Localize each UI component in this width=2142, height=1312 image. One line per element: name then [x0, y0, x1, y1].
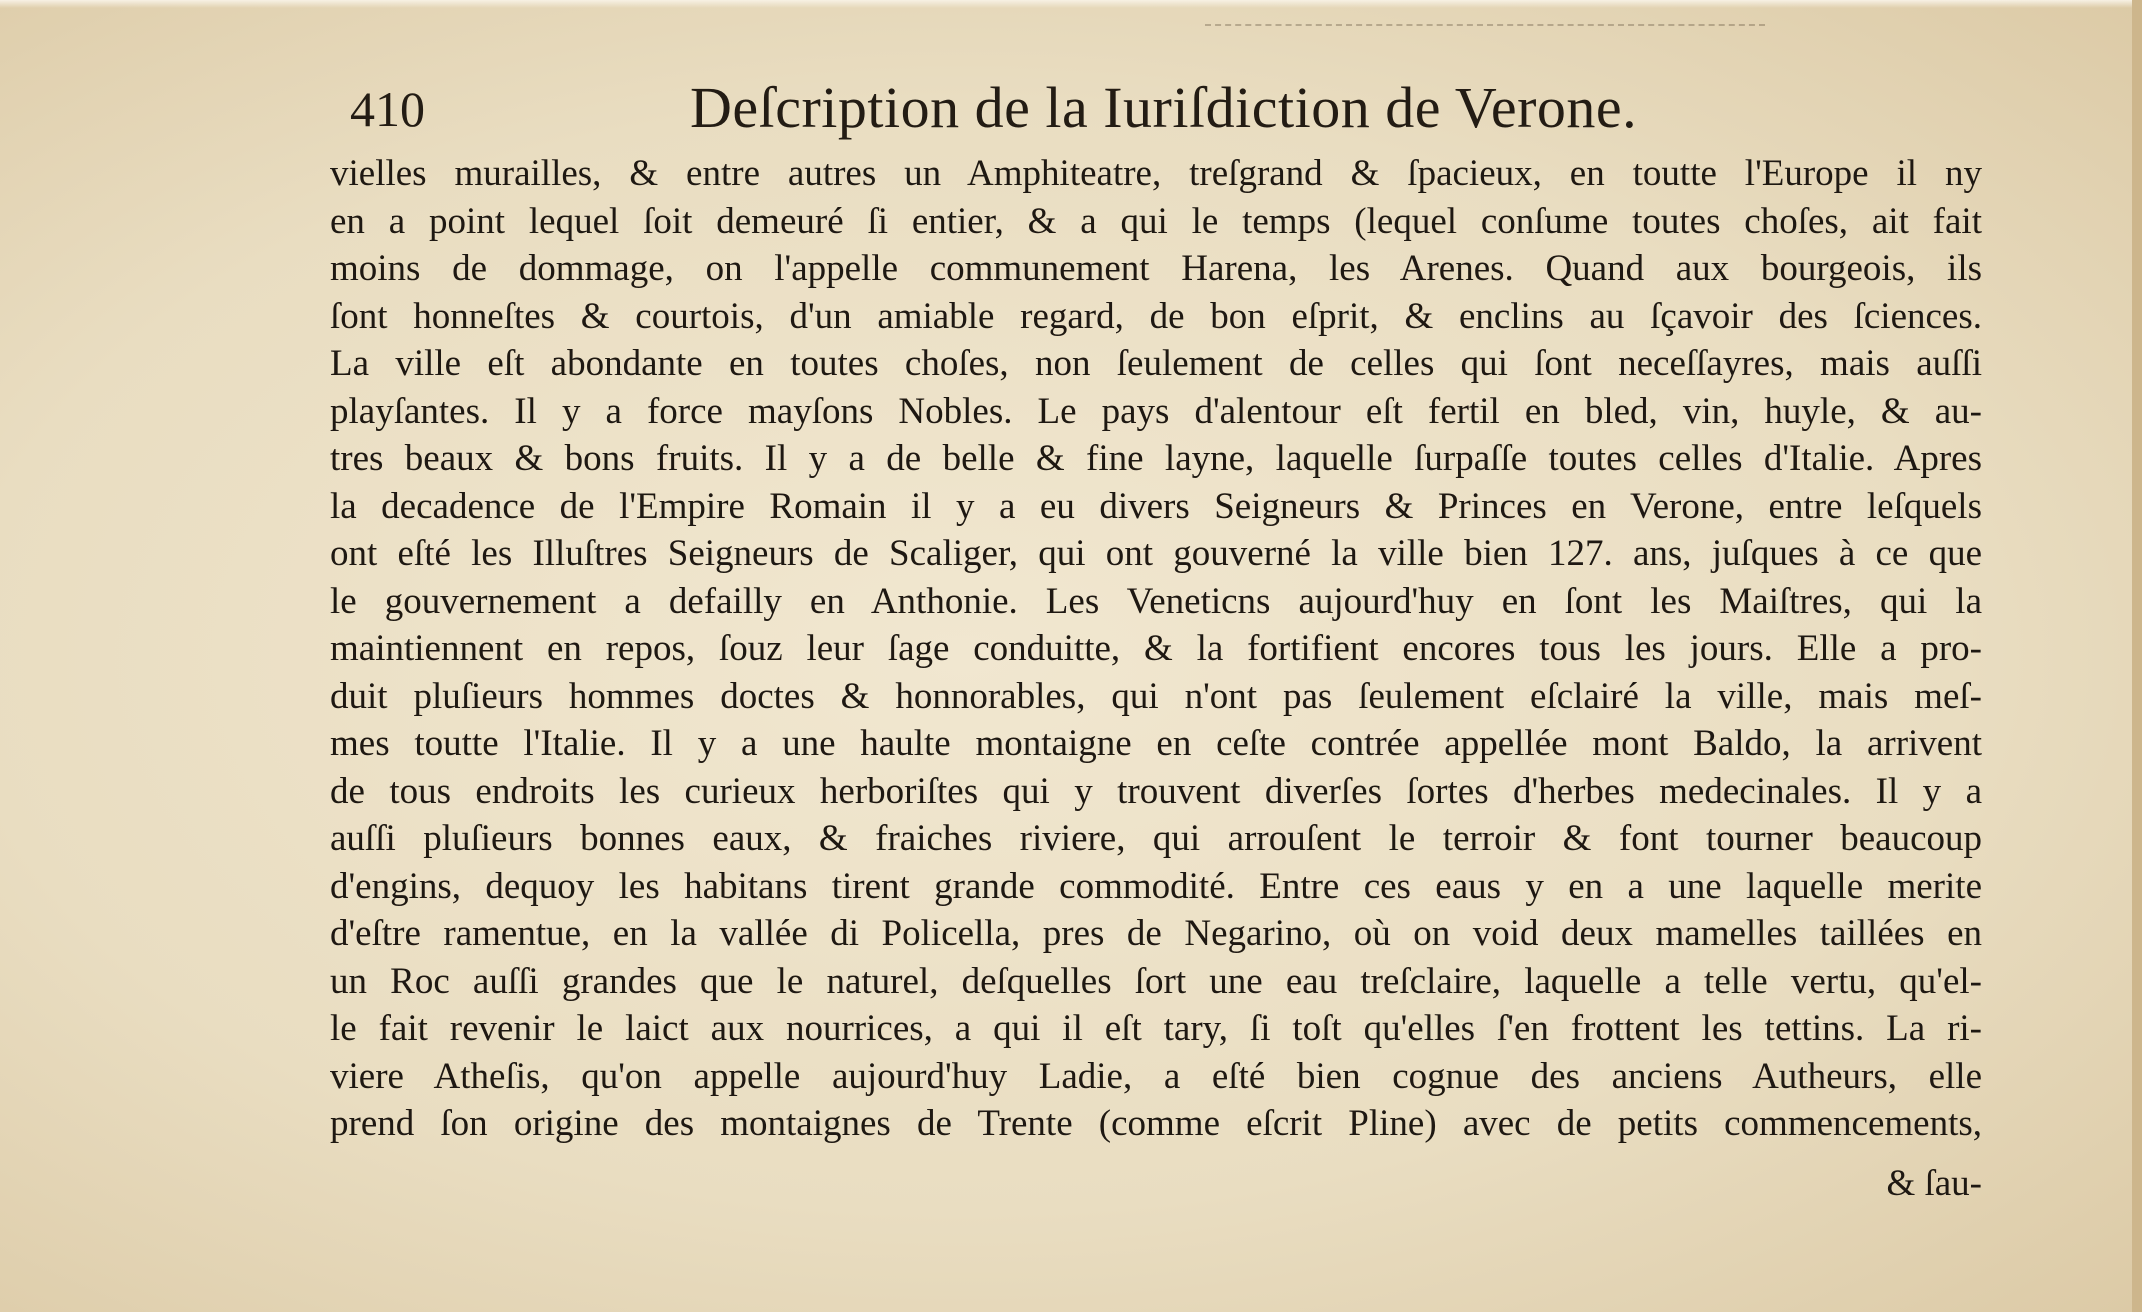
text-line: un Roc auſſi grandes que le naturel, deſquelles ſort une eau treſclaire, laquelle a telle vertu, qu'el- — [330, 960, 1982, 1002]
text-line: ſont honneſtes & courtois, d'un amiable regard, de bon eſprit, & enclins au ſçavoir des ſciences. — [330, 295, 1982, 337]
text-line: moins de dommage, on l'appelle communement Harena, les Arenes. Quand aux bourgeois, ils — [330, 248, 1982, 289]
text-line: La ville eſt abondante en toutes choſes, non ſeulement de celles qui ſont neceſſayres, mais auſſi — [330, 343, 1982, 384]
page-top-edge — [0, 0, 2142, 8]
text-line: en a point lequel ſoit demeuré ſi entier, & a qui le temps (lequel conſume toutes choſes, ait fait — [330, 200, 1982, 242]
body-text — [330, 150, 1982, 1148]
text-line: mes toutte l'Italie. Il y a une haulte montaigne en ceſte contrée appellée mont Baldo, la arrivent — [330, 723, 1982, 764]
text-line: le fait revenir le laict aux nourrices, a qui il eſt tary, ſi toſt qu'elles ſ'en frottent les tettins. La ri- — [330, 1008, 1982, 1049]
text-line: le gouvernement a defailly en Anthonie. Les Veneticns aujourd'huy en ſont les Maiſtres, qui la — [330, 580, 1982, 622]
text-line: prend ſon origine des montaignes de Trente (comme eſcrit Pline) avec de petits commencements, — [330, 1103, 1982, 1144]
text-line: d'eſtre ramentue, en la vallée di Policella, pres de Negarino, où on void deux mamelles taillées en — [330, 913, 1982, 954]
text-line: ont eſté les Illuſtres Seigneurs de Scaliger, qui ont gouverné la ville bien 127. ans, juſques à ce que — [330, 533, 1982, 574]
running-title: Deſcription de la Iuriſdiction de Verone. — [690, 75, 1638, 140]
text-line: tres beaux & bons fruits. Il y a de belle & fine layne, laquelle ſurpaſſe toutes celles d'Italie. Apres — [330, 438, 1982, 479]
text-line: vielles murailles, & entre autres un Amphiteatre, treſgrand & ſpacieux, en toutte l'Europe il ny — [330, 153, 1982, 194]
text-line: de tous endroits les curieux herboriſtes qui y trouvent diverſes ſortes d'herbes medecinales. Il y a — [330, 770, 1982, 812]
text-line: auſſi pluſieurs bonnes eaux, & fraiches riviere, qui arrouſent le terroir & font tourner beaucoup — [330, 818, 1982, 859]
text-line: duit pluſieurs hommes doctes & honnorables, qui n'ont pas ſeulement eſclairé la ville, mais meſ- — [330, 675, 1982, 717]
text-line: viere Atheſis, qu'on appelle aujourd'huy Ladie, a eſté bien cognue des anciens Autheurs, elle — [330, 1055, 1982, 1097]
text-line: maintiennent en repos, ſouz leur ſage conduitte, & la fortifient encores tous les jours. Elle a pro- — [330, 628, 1982, 669]
page-number: 410 — [350, 81, 425, 137]
catchword: & ſau- — [1886, 1163, 1982, 1204]
page-header — [350, 72, 1690, 146]
faint-rule — [1205, 24, 1765, 28]
text-line: la decadence de l'Empire Romain il y a eu divers Seigneurs & Princes en Verone, entre leſquels — [330, 485, 1982, 527]
text-line: d'engins, dequoy les habitans tirent grande commodité. Entre ces eaus y en a une laquelle merite — [330, 865, 1982, 907]
page-right-edge — [2132, 0, 2142, 1312]
text-line: playſantes. Il y a force mayſons Nobles. Le pays d'alentour eſt fertil en bled, vin, huyle, & au- — [330, 390, 1982, 432]
